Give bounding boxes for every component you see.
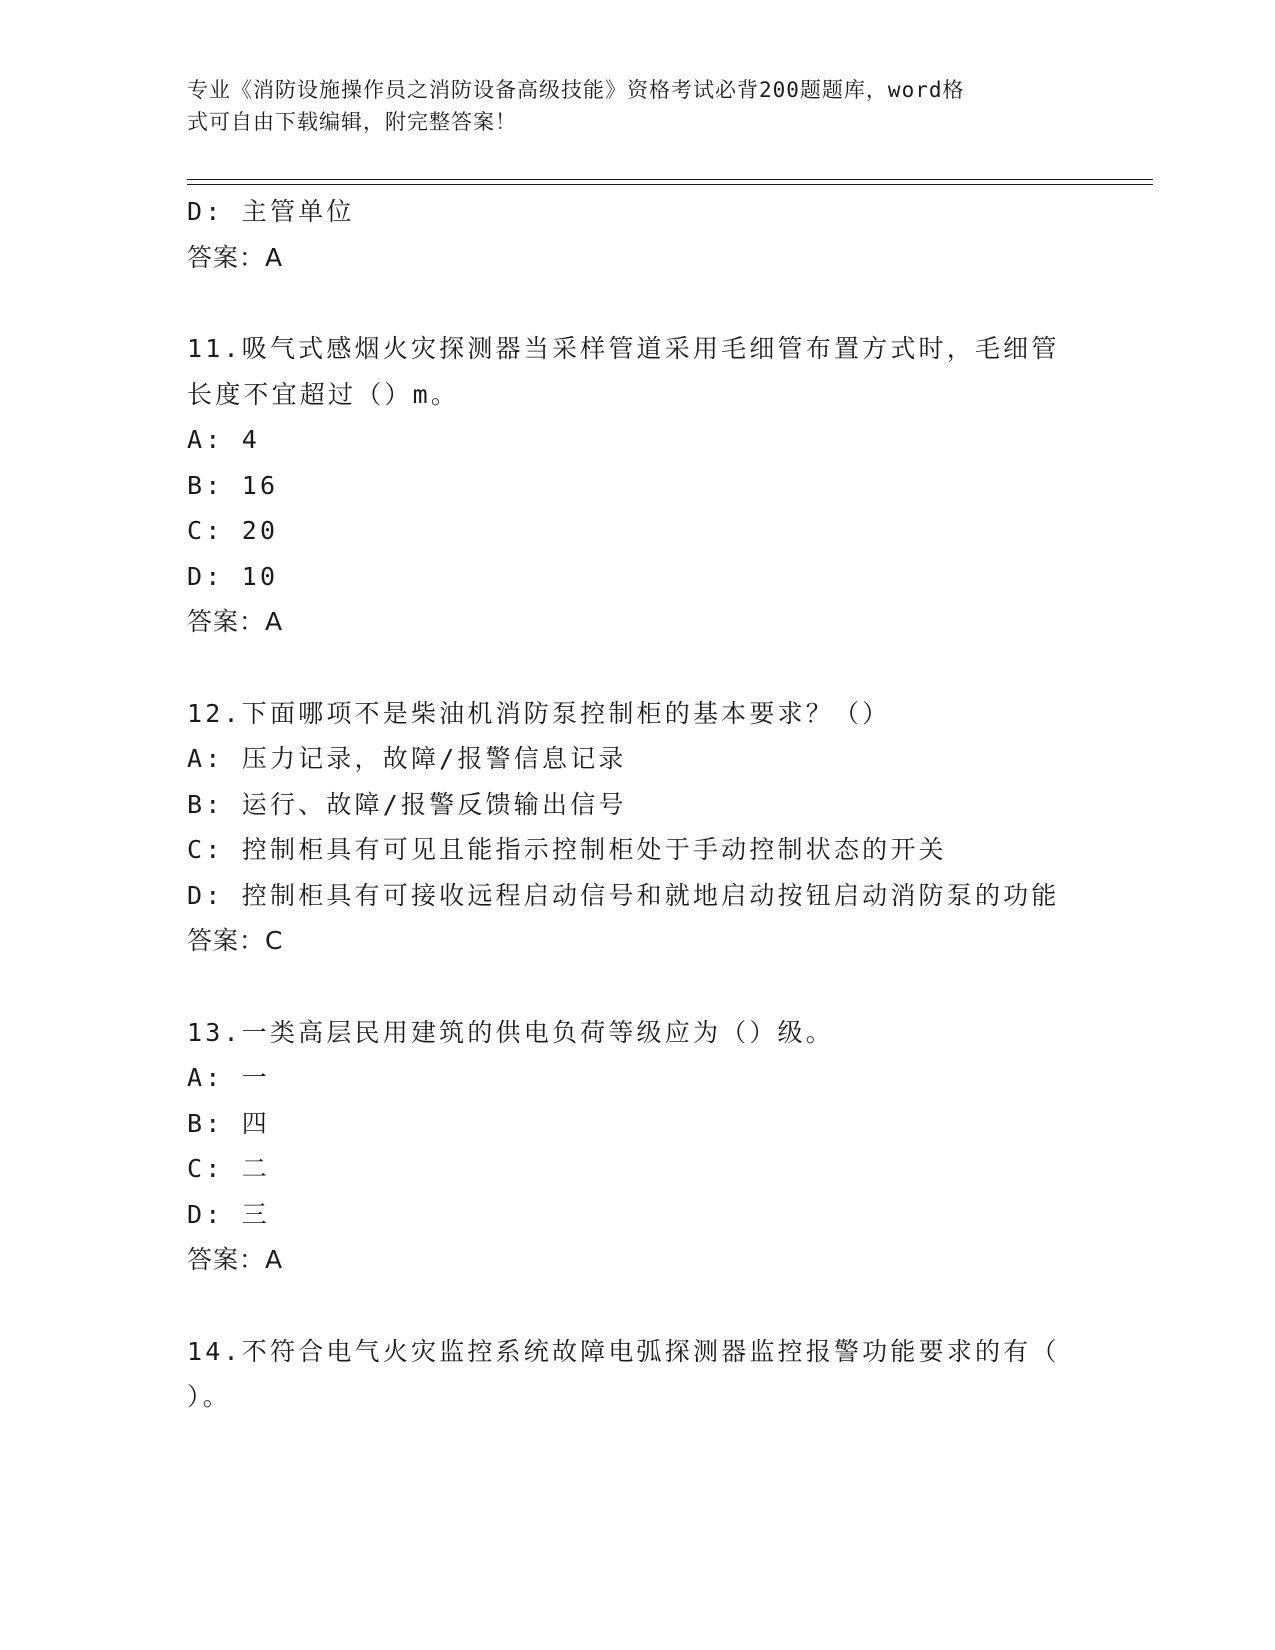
option-b: B: 运行、故障/报警反馈输出信号 [187, 789, 627, 819]
answer-line: 答案：C [187, 926, 284, 955]
option-a: A: 一 [187, 1063, 270, 1092]
question-13 [187, 1010, 1087, 1283]
question-stem: 11.吸气式感烟火灾探测器当采样管道采用毛细管布置方式时，毛细管 [187, 334, 1060, 363]
option-c: C: 二 [187, 1154, 270, 1183]
question-12 [187, 691, 1087, 964]
option-b: B: 四 [187, 1108, 270, 1138]
question-stem: 12.下面哪项不是柴油机消防泵控制柜的基本要求？（） [187, 698, 891, 728]
option-c: C: 控制柜具有可见且能指示控制柜处于手动控制状态的开关 [187, 835, 947, 864]
option-c: C: 20 [187, 516, 279, 545]
question-11 [187, 326, 1087, 645]
option-d: D: 控制柜具有可接收远程启动信号和就地启动按钮启动消防泵的功能 [187, 880, 1060, 910]
answer-line: 答案：A [187, 607, 284, 636]
question-stem-cont: 长度不宜超过（）m。 [187, 379, 460, 409]
question-14 [187, 1329, 1087, 1420]
document-header [187, 74, 1067, 138]
question-10-tail [187, 189, 1087, 280]
question-content [187, 189, 1087, 1420]
answer-line: 答案：A [187, 1245, 284, 1274]
spacer [187, 645, 1087, 691]
option-a: A: 4 [187, 425, 261, 454]
question-stem-cont: ）。 [187, 1382, 231, 1411]
header-line-1: 专业《消防设施操作员之消防设备高级技能》资格考试必背200题题库，word格 [187, 78, 965, 102]
option-a: A: 压力记录，故障/报警信息记录 [187, 744, 627, 773]
question-stem: 14.不符合电气火灾监控系统故障电弧探测器监控报警功能要求的有（ [187, 1336, 1060, 1366]
header-line-2: 式可自由下载编辑，附完整答案！ [187, 110, 517, 134]
answer-line: 答案：A [187, 242, 284, 272]
spacer [187, 1283, 1087, 1329]
option-d: D: 三 [187, 1199, 270, 1229]
spacer [187, 964, 1087, 1010]
option-b: B: 16 [187, 470, 279, 500]
header-rule-bottom [187, 184, 1153, 185]
question-stem: 13.一类高层民用建筑的供电负荷等级应为（）级。 [187, 1017, 834, 1047]
header-rule-top [187, 179, 1153, 180]
option-d: D: 主管单位 [187, 197, 355, 226]
option-d: D: 10 [187, 561, 279, 591]
spacer [187, 280, 1087, 326]
